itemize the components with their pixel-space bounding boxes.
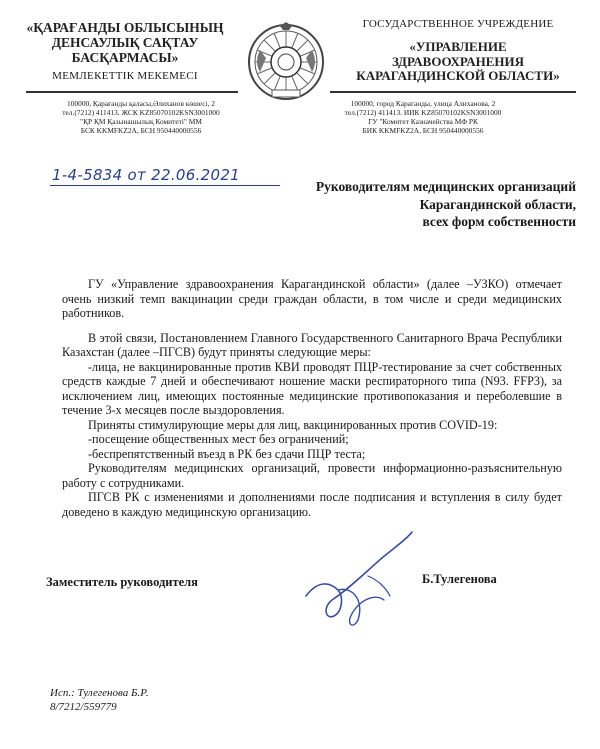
ru-org-line: ЗДРАВООХРАНЕНИЯ — [391, 53, 524, 69]
signatory-name: Б.Тулегенова — [422, 572, 497, 586]
recipient-line: всех форм собственности — [422, 214, 576, 229]
handwritten-signature — [298, 530, 428, 635]
kz-institution-type: МЕМЛЕКЕТТІК МЕКЕМЕСІ — [52, 70, 198, 82]
body-paragraph: ПГСВ РК с изменениями и дополнениями после подписания и вступления в силу будет доведено в каждую медицинскую организацию. — [62, 490, 562, 519]
ru-institution-type: ГОСУДАРСТВЕННОЕ УЧРЕЖДЕНИЕ — [362, 18, 554, 30]
kz-org-line: ДЕНСАУЛЫҚ САҚТАУ — [51, 35, 199, 50]
body-paragraph: В этой связи, Постановлением Главного Государственного Санитарного Врача Республики Казахстан (далее –ПГСВ) будут приняты следующие меры: — [62, 330, 562, 359]
signatory-title: Заместитель руководителя — [46, 575, 198, 589]
kz-address-line: "ҚР ҚМ Қазынашылық Комитеті" ММ — [80, 117, 202, 126]
recipient-line: Руководителям медицинских организаций — [315, 179, 576, 194]
ru-address-line: 100000, город Караганды, улица Алиханова, 2 — [350, 99, 496, 108]
ru-org-line: «УПРАВЛЕНИЕ — [409, 39, 507, 54]
executor-info — [50, 686, 149, 714]
kz-divider — [26, 91, 238, 93]
kz-address-line: 100000, Қарағанды қаласы,Әлиханов көшесі, 2 — [67, 99, 215, 108]
kz-org-line: «ҚАРАҒАНДЫ ОБЛЫСЫНЫҢ — [26, 20, 224, 35]
ru-divider — [330, 91, 576, 93]
kz-organization-name — [14, 20, 236, 65]
ru-address-line: ГУ "Комитет Казначейства МФ РК — [368, 117, 478, 126]
state-emblem-icon — [246, 22, 326, 107]
ru-organization-name — [332, 40, 584, 84]
body-paragraph: Приняты стимулирующие меры для лиц, вакцинированных против COVID-19: — [88, 417, 498, 432]
ru-org-line: КАРАГАНДИНСКОЙ ОБЛАСТИ» — [356, 68, 560, 83]
body-paragraph: -беспрепятственный въезд в РК без сдачи ПЦР теста; — [88, 446, 366, 461]
body-paragraph: Руководителям медицинских организаций, провести информационно-разъяснительную работу с сотрудниками. — [62, 461, 562, 490]
body-paragraph: -лица, не вакцинированные против КВИ проводят ПЦР-тестирование за счет собственных средств каждые 7 дней и обеспечивают ношение маски респираторного типа (N93. FFP3), за исключением лиц, имеющих постоянные медицинские противопоказания и переболевшие в течение 3-х месяцев после выздоровления. — [62, 359, 562, 417]
kz-address-line: тел.(7212) 411413. ЖСК KZ85070102KSN3001000 — [62, 108, 220, 117]
ru-address-line: БИК KKMFKZ2A, БСН 950440000556 — [362, 126, 484, 135]
executor-phone: 8/7212/559779 — [50, 701, 117, 713]
body-paragraph: ГУ «Управление здравоохранения Карагандинской области» (далее –УЗКО) отмечает очень низкий темп вакцинации среди граждан области, в том числе и среди медицинских работников. — [62, 277, 562, 320]
registration-number: 1-4-5834 от 22.06.2021 — [52, 166, 241, 184]
kz-org-line: БАСҚАРМАСЫ» — [71, 50, 179, 65]
recipient-line: Карагандинской области, — [419, 196, 576, 212]
body-paragraph: -посещение общественных мест без ограничений; — [88, 432, 349, 446]
executor-name: Исп.: Тулегенова Б.Р. — [50, 687, 149, 699]
recipient-block — [270, 178, 576, 231]
ru-address-line: тел.(7212) 411413. ИИК KZ85070102KSN3001000 — [344, 108, 502, 117]
kz-address — [36, 99, 246, 135]
kz-address-line: БСК KKMFKZ2A, БСН 950440000556 — [80, 126, 202, 135]
ru-address — [318, 99, 528, 135]
registration-underline — [50, 185, 280, 186]
letter-body — [62, 277, 562, 519]
